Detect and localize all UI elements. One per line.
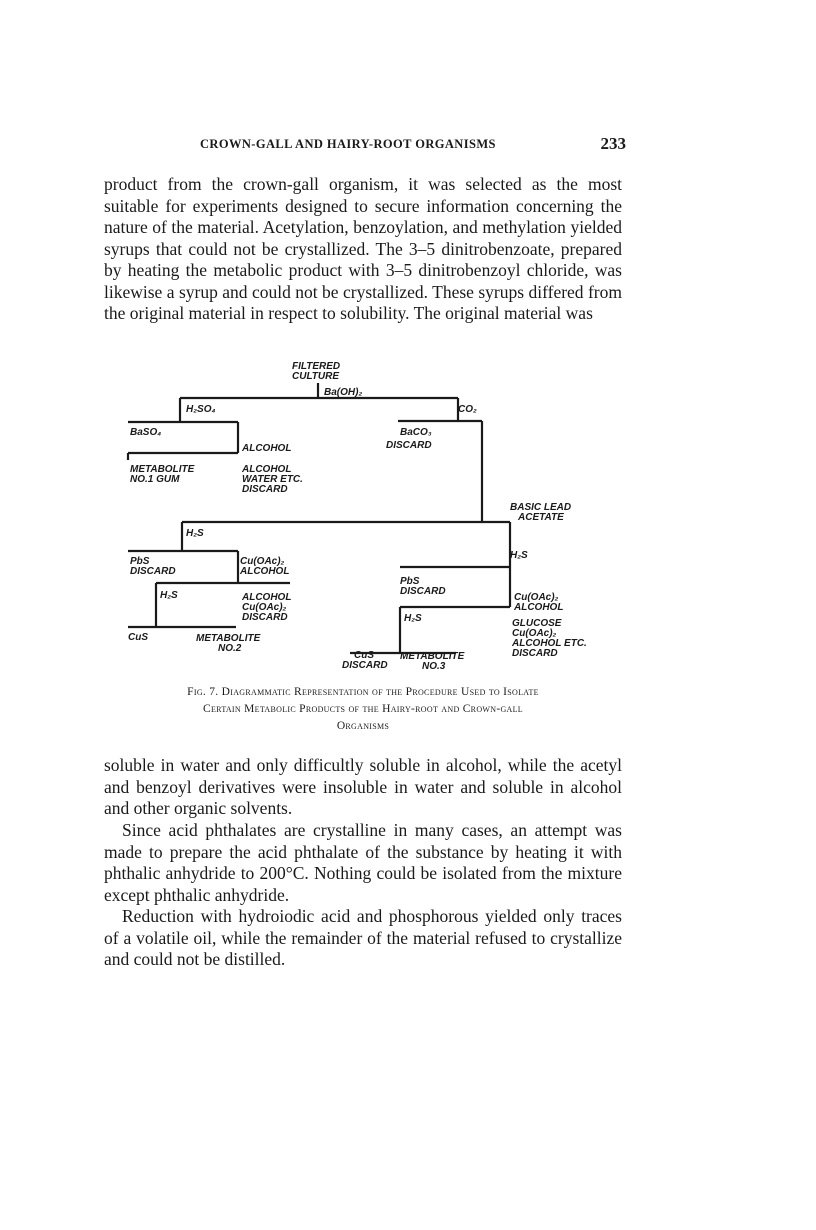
paragraph-3: Since acid phthalates are crystalline in many cases, an attempt was made to prepare the acid phthalate of the substance by heating it with phthalic anhydride to 200°C. Nothing could be isolated from the mixture except phthalic anhydride. <box>104 820 622 905</box>
caption-line-3: Organisms <box>336 720 390 732</box>
label-alcohol-right: ALCOHOL <box>514 602 564 613</box>
procedure-diagram <box>104 355 604 680</box>
label-h2s-low-right: H₂S <box>404 613 422 624</box>
running-head: CROWN-GALL AND HAIRY-ROOT ORGANISMS <box>200 137 496 151</box>
label-h2so4: H₂SO₄ <box>186 404 216 415</box>
diagram-lines <box>128 383 510 653</box>
label-metabolite-3: METABOLITE <box>400 651 465 662</box>
diagram-labels <box>128 361 587 672</box>
label-culture: CULTURE <box>292 371 340 382</box>
label-metabolite-2-no: NO.2 <box>218 643 242 654</box>
label-metabolite-1: METABOLITE <box>130 464 195 475</box>
label-water-etc: WATER ETC. <box>242 474 303 485</box>
label-cus-right-discard: DISCARD <box>342 660 388 671</box>
figure-caption <box>104 684 622 735</box>
label-pbs-left-discard: DISCARD <box>130 566 176 577</box>
label-h2s-mid: H₂S <box>160 590 178 601</box>
label-glucose: GLUCOSE <box>512 618 562 629</box>
page-number: 233 <box>600 134 626 153</box>
label-glucose-alcohol: ALCOHOL ETC. <box>512 638 587 649</box>
label-baso4: BaSO₄ <box>130 427 162 438</box>
label-cuoac-right: Cu(OAc)₂ <box>514 592 559 603</box>
label-cuoac-3: Cu(OAc)₂ <box>242 602 287 613</box>
label-cuoac-left: Cu(OAc)₂ <box>240 556 285 567</box>
label-basic-lead: BASIC LEAD <box>510 502 572 513</box>
label-pbs-right-discard: DISCARD <box>400 586 446 597</box>
label-pbs-left: PbS <box>130 556 150 567</box>
label-alcohol-2: ALCOHOL <box>242 464 292 475</box>
label-h2s-right: H₂S <box>510 550 528 561</box>
label-cus-left: CuS <box>128 632 148 643</box>
paragraph-2: soluble in water and only difficultly soluble in alcohol, while the acetyl and benzoyl derivatives were insoluble in water and soluble in alcohol and other organic solvents. <box>104 755 622 818</box>
label-cus-right: CuS <box>354 650 374 661</box>
caption-line-1: Fig. 7. Diagrammatic Representation of the Procedure Used to Isolate <box>187 686 539 698</box>
label-metabolite-2: METABOLITE <box>196 633 261 644</box>
label-baco3-discard: DISCARD <box>386 440 432 451</box>
label-alcohol: ALCOHOL <box>242 443 292 454</box>
label-pbs-right: PbS <box>400 576 420 587</box>
label-h2s-left: H₂S <box>186 528 204 539</box>
label-alcohol-left: ALCOHOL <box>240 566 290 577</box>
label-baoh2: Ba(OH)₂ <box>324 387 363 398</box>
label-water-discard: DISCARD <box>242 484 288 495</box>
label-baco3: BaCO₃ <box>400 427 432 438</box>
label-acetate: ACETATE <box>518 512 564 523</box>
label-filtered: FILTERED <box>292 361 341 372</box>
label-co2: CO₂ <box>458 404 477 415</box>
page-header <box>104 134 626 158</box>
label-metabolite-3-no: NO.3 <box>422 661 446 672</box>
paragraph-1: product from the crown-gall organism, it was selected as the most suitable for experiments designed to secure information concerning the nature of the material. Acetylation, benzoylation, and methylation yielded syrups that could not be crystallized. The 3–5 dinitrobenzoate, prepared by heating the metabolic product with 3–5 dinitrobenzoyl chloride, was likewise a syrup and could not be crystallized. These syrups differed from the original material in respect to solubility. The original material was <box>104 174 622 323</box>
label-metabolite-1-gum: NO.1 GUM <box>130 474 180 485</box>
paragraph-4: Reduction with hydroiodic acid and phosphorous yielded only traces of a volatile oil, while the remainder of the material refused to crystallize and could not be distilled. <box>104 906 622 969</box>
caption-line-2: Certain Metabolic Products of the Hairy-root and Crown-gall <box>203 703 523 715</box>
label-discard-3: DISCARD <box>242 612 288 623</box>
label-alcohol-3: ALCOHOL <box>242 592 292 603</box>
label-glucose-discard: DISCARD <box>512 648 558 659</box>
label-glucose-cuoac: Cu(OAc)₂ <box>512 628 557 639</box>
